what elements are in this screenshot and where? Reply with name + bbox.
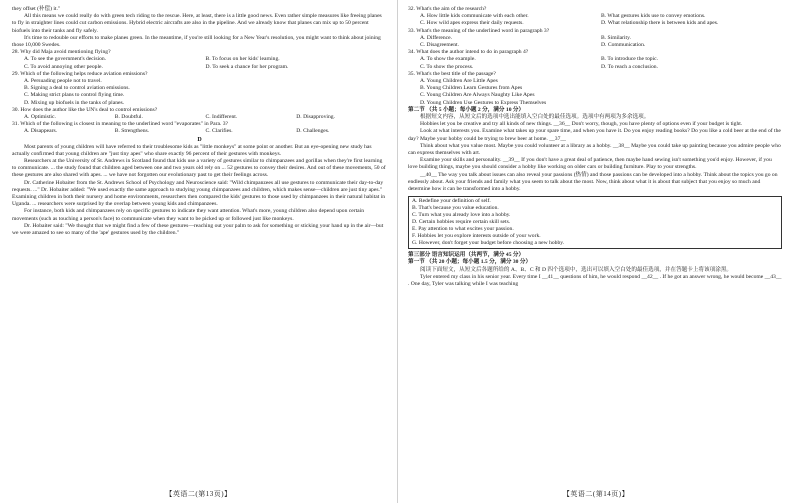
cloze-passage (408, 274, 782, 288)
section-d-heading: D (197, 136, 202, 143)
answer-option: B. Strengthens. (114, 128, 150, 135)
answer-option: A. Optimistic. (24, 114, 56, 121)
hobby-paragraph: Think about what you value most. Maybe you could volunteer at a library as a hobby. __38__ Maybe you could take up painting because you admire people who can express themselves with art. (408, 142, 781, 157)
question-stem: 35. What's the best title of the passage? (408, 70, 496, 77)
section2-title: 第二节 （共 5 小题；每小题 2 分，满分 10 分） (408, 106, 525, 113)
answer-option: B. To introduce the topic. (601, 56, 658, 63)
answer-option: A. Young Children Are Little Apes (420, 78, 498, 85)
question-stem: 32. What's the aim of the research? (408, 6, 487, 12)
left-footer: 【英语二(第13页)】 (165, 490, 232, 498)
question-options (12, 78, 387, 107)
right-footer: 【英语二(第14页)】 (562, 490, 630, 498)
question-options (408, 13, 782, 27)
choice-item: E. Pay attention to what excites your passion. (412, 226, 514, 233)
answer-option: C. Disagreement. (420, 42, 459, 49)
answer-option: C. To avoid annoying other people. (24, 63, 103, 70)
answer-option: A. Persuading people not to travel. (24, 78, 102, 85)
answer-option: C. Clarifies. (205, 128, 233, 135)
choice-item: D. Certain hobbies require certain skill sets. (412, 219, 511, 226)
answer-option: A. Disappears. (24, 128, 58, 135)
question-options (408, 35, 782, 49)
passage-d (12, 144, 387, 238)
choice-item: A. Redefine your definition of self. (412, 198, 491, 205)
passage-d-paragraph: Dr. Hobaiter said: "We thought that we might find a few of these gestures—reaching out your palm to ask for something or sticking your hand up in the air—but we were amazed to see so many of the 'ape' gestures used by the children." (12, 222, 384, 237)
answer-option: B. To focus on her kids' learning. (205, 56, 280, 63)
answer-option: C. Young Children Are Always Naughty Like Apes (420, 92, 535, 99)
question-stem: 34. What does the author intend to do in paragraph 4? (408, 49, 529, 56)
right-page (397, 0, 794, 503)
choice-item: G. However, don't forget your budget before choosing a new hobby. (412, 240, 565, 247)
left-questions (12, 49, 387, 135)
hobby-passage (408, 121, 782, 193)
answer-option: D. Mixing up biofuels in the tanks of planes. (24, 99, 125, 106)
intro-paragraph: All this means we could really do with green tech riding to the rescue. Here, at least, there is a little good news. Even rather simple measures like freeing planes to fly in straighter lines could cut carbon emissions. Hybrid electric aircrafts are also in the pipeline. And we already know that planes can mix up to 50 percent biofuels into their tanks and fly safely. (12, 13, 382, 34)
choices-box (408, 196, 782, 249)
right-questions (408, 6, 782, 107)
question-options (408, 78, 782, 107)
part3-subtitle: 第一节 （共 20 小题；每小题 1.5 分，满分 30 分） (408, 259, 532, 266)
part3-title: 第三部分 语言知识运用（共两节，满分 45 分） (408, 252, 525, 259)
hobby-paragraph: Look at what interests you. Examine what takes up your spare time, and when you have it. Do you enjoy reading books? Do you like a cold beer at the end of the day? Maybe your hobby could be trying to brew beer at home. __37__ (408, 128, 781, 142)
hobby-paragraph: Hobbies let you be creative and try all kinds of new things. __36__ Don't worry, though, you have plenty of options even if your budget is tight. (420, 121, 743, 128)
hobby-paragraph: Examine your skills and personality. __39__ If you don't have a great deal of patience, then maybe hand sewing isn't something you'd enjoy. However, if you love building things, maybe you should consider a hobby like working on older cars or building furniture. Play to your strengths. (408, 157, 772, 171)
answer-option: B. Similarity. (601, 34, 631, 41)
intro-paragraph: they offset (补偿) it." (12, 6, 61, 12)
question-options (408, 56, 782, 70)
answer-option: B. What gestures kids use to convey emotions. (601, 13, 706, 20)
question-stem: 29. Which of the following helps reduce aviation emissions? (12, 70, 148, 77)
answer-option: A. To see the government's decision. (24, 56, 107, 63)
part3-instructions: 阅读下面短文，从短文后各题所给的 A、B、C 和 D 四个选项中，选出可以填入空白处的最佳选项，并在答题卡上将该项涂黑。 (420, 266, 733, 273)
answer-option: B. Signing a deal to control aviation emissions. (24, 85, 130, 92)
passage-d-paragraph: For instance, both kids and chimpanzees rely on specific gestures to indicate they want attention. What's more, young children also depend upon certain movements (such as touching a person's face) to communicate when they want to be picked up or followed just like monkeys. (12, 208, 365, 222)
left-intro (12, 6, 387, 49)
answer-option: D. Communication. (601, 42, 646, 49)
passage-d-paragraph: Most parents of young children will have referred to their troublesome kids as "little monkeys" at some point or another. But an eye-opening new study has actually confirmed that young children are "just tiny apes" who share exactly 96 percent of their gestures with monkeys. (12, 143, 372, 157)
question-stem: 30. How does the author like the UN's deal to control emissions? (12, 106, 158, 113)
question-stem: 33. What's the meaning of the underlined word in paragraph 3? (408, 27, 550, 34)
question-stem: 31. Which of the following is closest in meaning to the underlined word "evaporates" in Para. 3? (12, 121, 229, 128)
choice-item: F. Hobbies let you explore interests outside of your work. (412, 233, 541, 240)
hobby-paragraph: __40__ The way you talk about issues can also reveal your passions (热情) and those passions can be developed into a hobby. Think about the topics you go on endlessly about. Ask your friends and family what you seem to talk about the most. Now, think about what it is about that subject that you enjoy so much and determine how it can be transformed into a hobby. (408, 171, 778, 193)
choice-item: C. Turn what you already love into a hobby. (412, 212, 511, 219)
question-options (12, 128, 387, 135)
answer-option: D. To seek a chance for her program. (205, 63, 289, 70)
answer-option: D. What relationship there is between kids and apes. (601, 20, 719, 27)
section2-instructions: 根据短文内容，从短文后的选项中选出能填入空白处的最佳选项。选项中有两项为多余选项。 (420, 114, 650, 121)
answer-option: A. To show the example. (420, 56, 476, 63)
passage-d-paragraph: Dr. Catherine Hobaiter from the St. Andrews School of Psychology and Neuroscience said: "Wild chimpanzees all use gestures to communicate their day-to-day requests. ..." Dr. Hobaiter added: "We used exactly the same approach to studying young chimpanzees and children, which makes sense—children are just tiny apes." Examining children in both their nursery and home environments, researchers then compared the kids' gestures to those used by chimpanzees in their natural habitat in Uganda. ... researchers were surprised by the overlap between young kids and chimpanzees. (12, 179, 386, 208)
answer-option: A. Difference. (420, 34, 453, 41)
question-options (12, 56, 387, 70)
answer-option: B. Doubtful. (114, 114, 143, 121)
answer-option: D. Challenges. (296, 128, 330, 135)
answer-option: B. Young Children Learn Gestures from Apes (420, 85, 523, 92)
answer-option: C. Making strict plans to control flying time. (24, 92, 125, 99)
cloze-paragraph: Tyler entered my class in his senior year. Every time I __41__ questions of him, he would respond __42__ . If he got an answer wrong, he would become __43__ . One day, Tyler was talking while I was teaching (408, 273, 782, 288)
question-stem: 28. Why did Maja avoid mentioning flying? (12, 49, 111, 56)
choice-item: B. That's because you value education. (412, 205, 499, 212)
answer-option: D. To reach a conclusion. (601, 63, 658, 70)
answer-option: D. Young Children Use Gestures to Express Themselves (420, 99, 547, 106)
passage-d-paragraph: Researchers at the University of St. Andrews in Scotland found that kids use a variety of gestures similar to chimpanzees and gorillas when they're first learning to communicate. ... the study found that children aged between one and two years old rely on ... 52 gestures to convey their desires. And out of these movements, 50 of these gestures are also shared with apes. ... we have not forgotten our evolutionary past to get their feelings across. (12, 158, 386, 179)
answer-option: C. To show the process. (420, 63, 474, 70)
intro-paragraph: It's time to redouble our efforts to make planes green. In the meantime, if you're still looking for a New Year's resolution, you might want to think about joining those 10,000 Swedes. (12, 34, 381, 49)
answer-option: C. Indifferent. (205, 114, 238, 121)
answer-option: D. Disapproving. (296, 114, 335, 121)
answer-option: C. How wild apes express their daily requests. (420, 20, 524, 27)
answer-option: A. How little kids communicate with each other. (420, 13, 529, 20)
